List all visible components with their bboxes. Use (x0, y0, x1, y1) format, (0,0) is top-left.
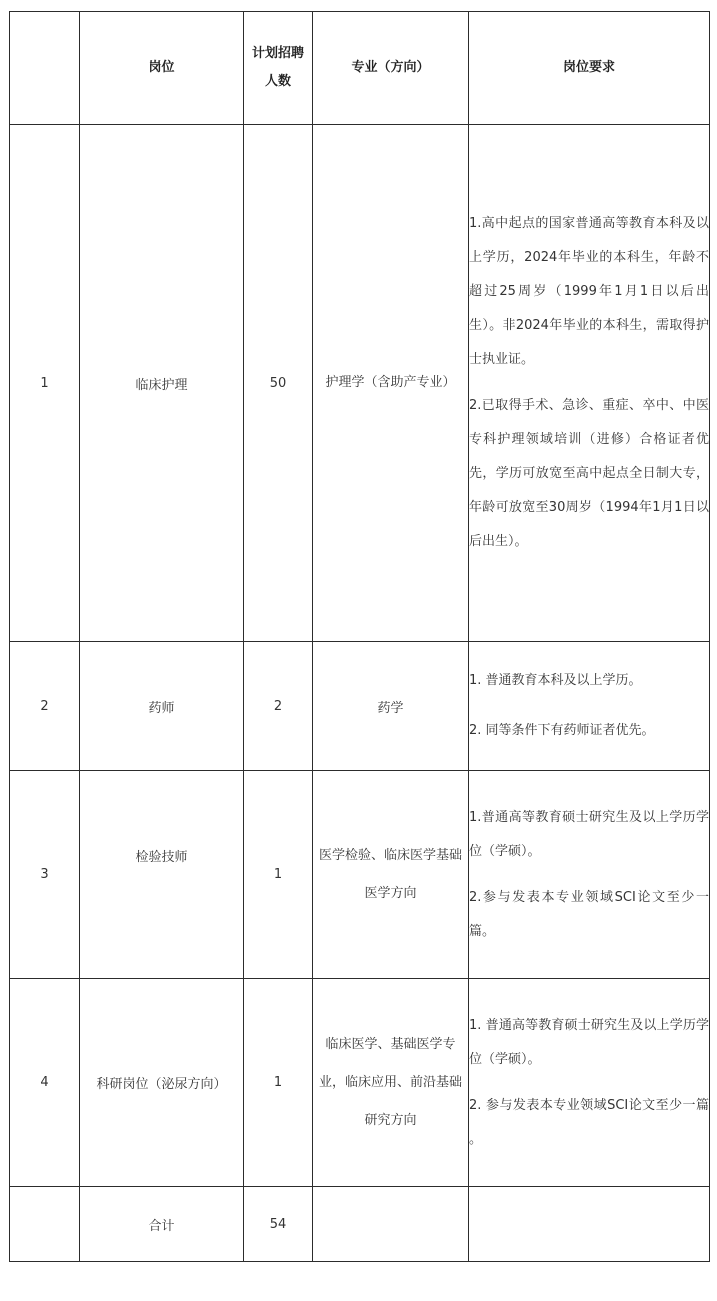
requirement-item: 2.参与发表本专业领域SCI论文至少一篇。 (469, 889, 709, 939)
row-requirements (469, 125, 710, 642)
table-row (10, 771, 710, 979)
row-major: 护理学（含助产专业） (313, 125, 469, 642)
row-index: 2 (10, 642, 80, 771)
total-major (313, 1187, 469, 1262)
row-requirements (469, 979, 710, 1187)
row-count: 1 (244, 979, 313, 1187)
row-count: 50 (244, 125, 313, 642)
header-row (10, 12, 710, 125)
requirement-item: 2.已取得手术、急诊、重症、卒中、中医专科护理领域培训（进修）合格证者优先，学历可放宽至高中起点全日制大专，年龄可放宽至30周岁（1994年1月1日以后出生）。 (469, 398, 709, 549)
row-position: 检验技师 (80, 771, 244, 979)
total-count: 54 (244, 1187, 313, 1262)
header-position: 岗位 (80, 12, 244, 125)
row-position: 科研岗位（泌尿方向） (80, 979, 244, 1187)
row-index: 4 (10, 979, 80, 1187)
row-major: 医学检验、临床医学基础医学方向 (313, 771, 469, 979)
table-row (10, 979, 710, 1187)
row-position: 临床护理 (80, 125, 244, 642)
total-row (10, 1187, 710, 1262)
requirement-item: 2. 参与发表本专业领域SCI论文至少一篇 。 (469, 1097, 709, 1147)
header-count: 计划招聘人数 (244, 12, 313, 125)
row-count: 1 (244, 771, 313, 979)
row-major: 药学 (313, 642, 469, 771)
header-requirements: 岗位要求 (469, 12, 710, 125)
recruitment-table (9, 11, 710, 1262)
requirement-item: 1.普通高等教育硕士研究生及以上学历学位（学硕）。 (469, 809, 709, 859)
total-label: 合计 (80, 1187, 244, 1262)
requirement-item: 1. 普通高等教育硕士研究生及以上学历学位（学硕）。 (469, 1017, 709, 1067)
requirement-item: 2. 同等条件下有药师证者优先。 (469, 723, 655, 738)
row-index: 3 (10, 771, 80, 979)
row-count: 2 (244, 642, 313, 771)
row-requirements (469, 771, 710, 979)
requirement-item: 1.高中起点的国家普通高等教育本科及以上学历，2024年毕业的本科生，年龄不超过25周岁（1999年1月1日以后出生）。非2024年毕业的本科生，需取得护士执业证。 (469, 216, 709, 367)
row-position: 药师 (80, 642, 244, 771)
total-index (10, 1187, 80, 1262)
header-major: 专业（方向） (313, 12, 469, 125)
total-requirements (469, 1187, 710, 1262)
table-row (10, 125, 710, 642)
table-row (10, 642, 710, 771)
header-index (10, 12, 80, 125)
requirement-item: 1. 普通教育本科及以上学历。 (469, 673, 642, 688)
row-major: 临床医学、基础医学专业，临床应用、前沿基础研究方向 (313, 979, 469, 1187)
row-requirements (469, 642, 710, 771)
row-index: 1 (10, 125, 80, 642)
